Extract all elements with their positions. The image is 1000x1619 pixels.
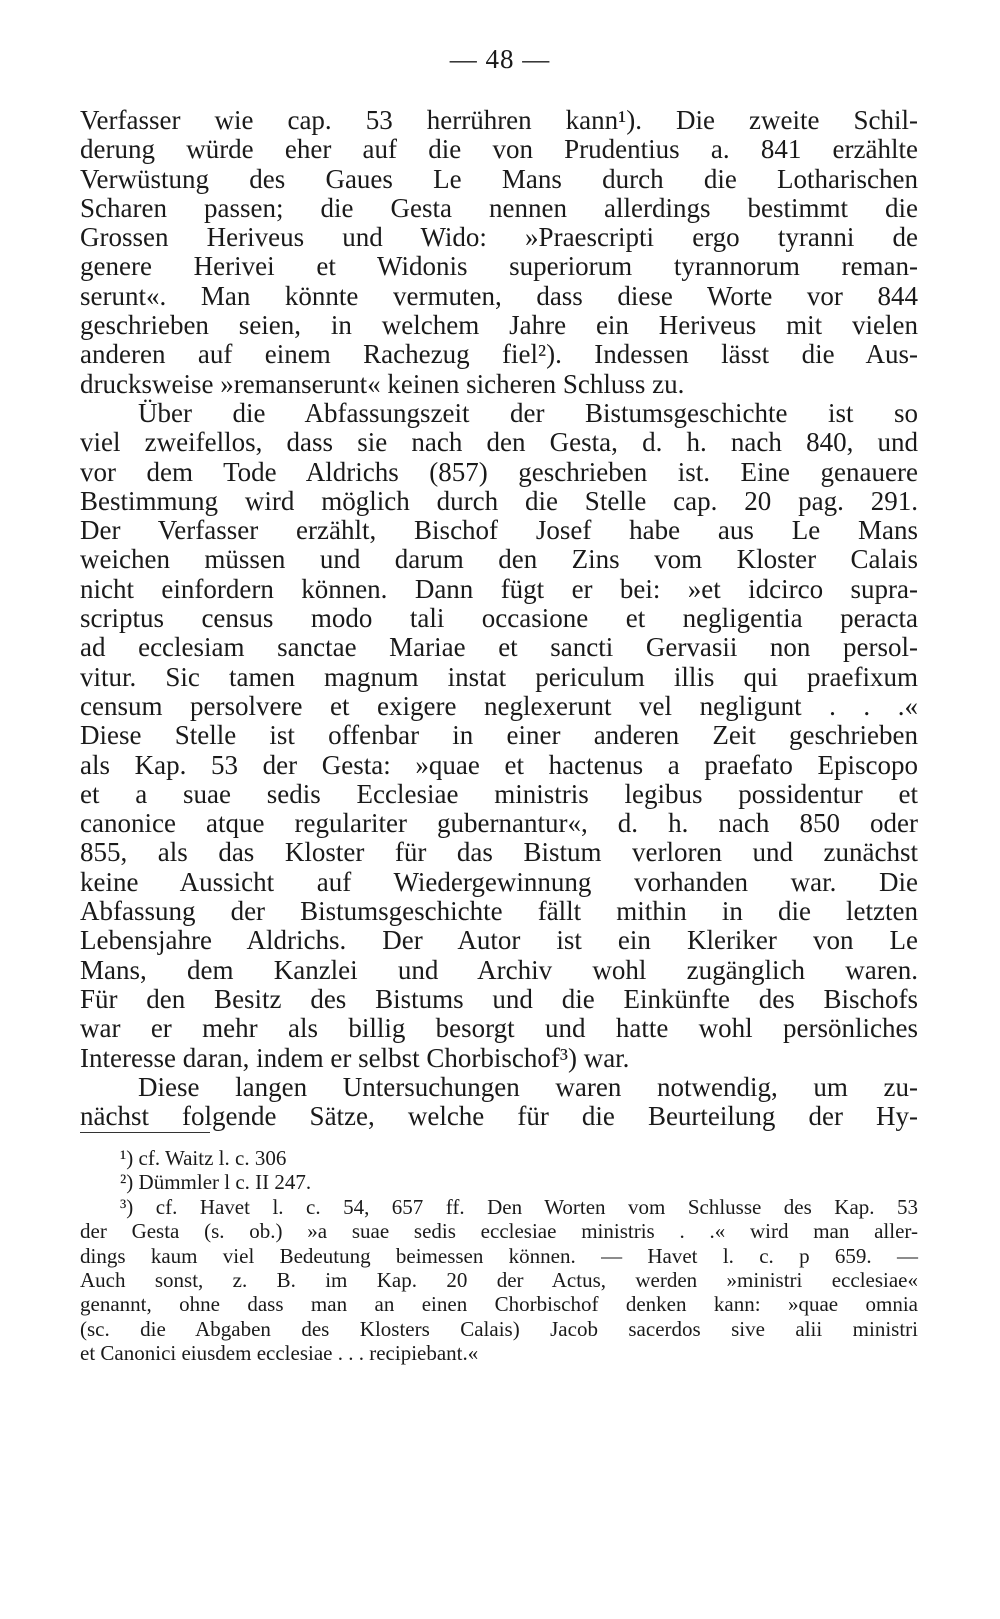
text-line: geschrieben seien, in welchem Jahre ein Heriveus mit vielen <box>80 310 918 341</box>
text-line: Grossen Heriveus und Wido: »Praescripti ergo tyranni de <box>80 222 918 253</box>
text-line: Verfasser wie cap. 53 herrühren kann¹). Die zweite Schil- <box>80 105 918 135</box>
text-line: Lebensjahre Aldrichs. Der Autor ist ein Kleriker von Le <box>80 925 918 956</box>
text-line: Diese Stelle ist offenbar in einer anderen Zeit geschrieben <box>80 720 918 751</box>
text-line: Über die Abfassungszeit der Bistumsgeschichte ist so <box>138 397 918 428</box>
text-line: als Kap. 53 der Gesta: »quae et hactenus a praefato Episcopo <box>80 749 918 780</box>
text-line: nicht einfordern können. Dann fügt er bei: »et idcirco supra- <box>80 573 918 604</box>
footnotes <box>80 1146 918 1366</box>
footnote-line: ¹) cf. Waitz l. c. 306 <box>120 1146 287 1170</box>
text-line: keine Aussicht auf Wiedergewinnung vorhanden war. Die <box>80 866 918 897</box>
body-text <box>80 106 918 1131</box>
text-line: 855, als das Kloster für das Bistum verloren und zunächst <box>80 837 918 868</box>
text-line: viel zweifellos, dass sie nach den Gesta, d. h. nach 840, und <box>80 427 918 458</box>
text-line: Abfassung der Bistumsgeschichte fällt mithin in die letzten <box>80 896 918 927</box>
text-line: weichen müssen und darum den Zins vom Kloster Calais <box>80 544 918 575</box>
text-line: war er mehr als billig besorgt und hatte wohl persönliches <box>80 1013 918 1044</box>
footnote-divider <box>80 1132 210 1133</box>
footnote-line: Auch sonst, z. B. im Kap. 20 der Actus, werden »ministri ecclesiae« <box>80 1267 918 1292</box>
text-line: Interesse daran, indem er selbst Chorbischof³) war. <box>80 1042 630 1073</box>
text-line: scriptus census modo tali occasione et negligentia peracta <box>80 603 918 634</box>
text-line: ad ecclesiam sanctae Mariae et sancti Gervasii non persol- <box>80 632 918 663</box>
text-line: nächst folgende Sätze, welche für die Beurteilung der Hy- <box>80 1101 918 1132</box>
footnote-line: genannt, ohne dass man an einen Chorbischof denken kann: »quae omnia <box>80 1292 918 1317</box>
text-line: canonice atque regulariter gubernantur«, d. h. nach 850 oder <box>80 808 918 839</box>
text-line: Für den Besitz des Bistums und die Einkünfte des Bischofs <box>80 983 918 1014</box>
text-line: Scharen passen; die Gesta nennen allerdings bestimmt die <box>80 192 918 223</box>
footnote-line: ²) Dümmler l c. II 247. <box>120 1170 312 1195</box>
text-line: vitur. Sic tamen magnum instat periculum illis qui praefixum <box>80 661 918 692</box>
text-line: anderen auf einem Rachezug fiel²). Indessen lässt die Aus- <box>80 339 918 370</box>
text-line: Mans, dem Kanzlei und Archiv wohl zugänglich waren. <box>80 954 918 985</box>
text-line: Diese langen Untersuchungen waren notwendig, um zu- <box>138 1071 918 1102</box>
footnote-line: ³) cf. Havet l. c. 54, 657 ff. Den Worten vom Schlusse des Kap. 53 <box>120 1194 918 1219</box>
text-line: vor dem Tode Aldrichs (857) geschrieben ist. Eine genauere <box>80 456 918 487</box>
text-line: serunt«. Man könnte vermuten, dass diese Worte vor 844 <box>80 280 918 311</box>
footnote-line: et Canonici eiusdem ecclesiae . . . recipiebant.« <box>80 1341 479 1366</box>
footnote-line: (sc. die Abgaben des Klosters Calais) Jacob sacerdos sive alii ministri <box>80 1316 918 1341</box>
footnote-line: dings kaum viel Bedeutung beimessen können. — Havet l. c. p 659. — <box>80 1243 918 1268</box>
text-line: drucksweise »remanserunt« keinen sicheren Schluss zu. <box>80 368 685 399</box>
footnote-line: der Gesta (s. ob.) »a suae sedis ecclesiae ministris . .« wird man aller- <box>80 1219 918 1244</box>
text-line: derung würde eher auf die von Prudentius a. 841 erzählte <box>80 134 918 165</box>
text-line: Verwüstung des Gaues Le Mans durch die Lotharischen <box>80 163 918 194</box>
text-line: Der Verfasser erzählt, Bischof Josef habe aus Le Mans <box>80 515 918 546</box>
text-line: genere Herivei et Widonis superiorum tyrannorum reman- <box>80 251 918 282</box>
text-line: censum persolvere et exigere neglexerunt vel negligunt . . .« <box>80 690 918 721</box>
page-number: — 48 — <box>449 44 551 74</box>
text-line: et a suae sedis Ecclesiae ministris legibus possidentur et <box>80 778 918 809</box>
text-line: Bestimmung wird möglich durch die Stelle cap. 20 pag. 291. <box>80 485 918 516</box>
